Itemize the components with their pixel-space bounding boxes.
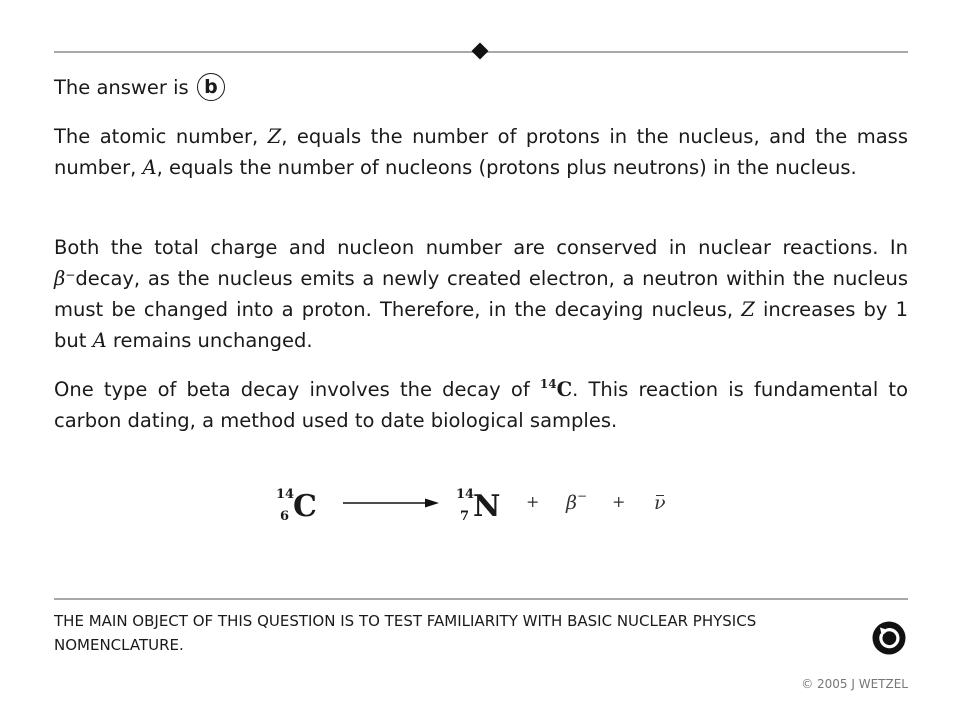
beta-minus-sign: −: [576, 489, 588, 503]
antineutrino: [654, 492, 666, 514]
bottom-divider: [54, 598, 908, 600]
overbar: [656, 495, 664, 496]
plus-sign: +: [612, 492, 626, 511]
symbol-a: A: [142, 156, 157, 179]
para2-text-4: remains unchanged.: [106, 329, 313, 352]
para2-text-2: decay, as the nucleus emits a newly created electron, a neutron within the nucleus must be changed into a proton. Therefore, in the decaying nucleus,: [54, 267, 908, 321]
symbol-z: Z: [741, 298, 755, 321]
beta-particle: [566, 489, 588, 514]
symbol-a: A: [92, 329, 107, 352]
product-atomic-number: 7: [460, 509, 470, 524]
para1-text-2: , equals the number of protons in the nucleus, and the mass number,: [54, 125, 908, 179]
divider-diamond: [472, 43, 489, 60]
copyright-notice: © 2005 J WETZEL: [801, 677, 908, 691]
beta-symbol: β: [566, 492, 577, 514]
paragraph-definitions: [54, 121, 908, 183]
para1-text-3: , equals the number of nucleons (protons plus neutrons) in the nucleus.: [156, 156, 857, 179]
answer-prefix: The answer is: [54, 76, 189, 99]
para3-text-2: . This reaction is fundamental to carbon dating, a method used to date biological samples.: [54, 378, 909, 432]
para1-text-1: The atomic number,: [54, 125, 268, 148]
reactant-symbol: C: [293, 489, 317, 524]
paragraph-conservation: [54, 232, 908, 356]
para2-text-1: Both the total charge and nucleon number are conserved in nuclear reactions. In: [54, 236, 908, 259]
beta-minus-sign: −: [65, 268, 76, 282]
product-mass-number: 14: [456, 487, 475, 502]
product-symbol: N: [473, 489, 501, 524]
answer-choice-badge: b: [197, 73, 225, 101]
replay-icon[interactable]: [871, 620, 907, 656]
reactant-atomic-number: 6: [280, 509, 290, 524]
question-objective-note: THE MAIN OBJECT OF THIS QUESTION IS TO TEST FAMILIARITY WITH BASIC NUCLEAR PHYSICS NOMENCLATURE.: [54, 612, 757, 654]
plus-sign: +: [526, 492, 540, 511]
symbol-z: Z: [267, 125, 282, 148]
answer-line: [54, 72, 908, 104]
para2-text-3: increases by 1 but: [54, 298, 908, 352]
symbol-beta: β: [54, 267, 66, 290]
reactant-mass-number: 14: [276, 487, 295, 502]
carbon-symbol: C: [556, 378, 573, 401]
nu-symbol: ν: [654, 492, 666, 514]
paragraph-carbon-dating: [54, 374, 908, 436]
reaction-arrow-icon: [343, 496, 439, 510]
para3-text-1: One type of beta decay involves the decay of: [54, 378, 540, 401]
carbon-mass-number: 14: [539, 377, 557, 391]
